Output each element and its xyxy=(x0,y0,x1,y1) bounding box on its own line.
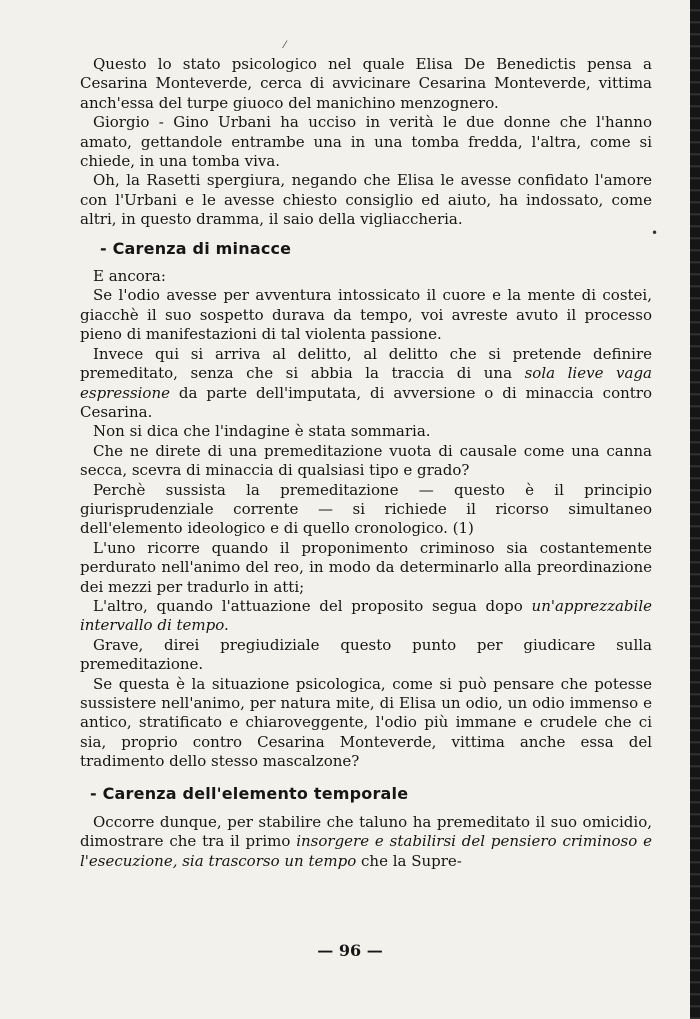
paragraph: Oh, la Rasetti spergiura, negando che Elisa le avesse confidato l'amore con l'Urbani e le avesse chiesto consiglio ed aiuto, ha indossato, come altri, in questo dramma, il saio della vigliaccheria. xyxy=(80,171,652,229)
paragraph xyxy=(80,813,652,871)
paragraph xyxy=(80,597,652,636)
paragraph: Grave, direi pregiudiziale questo punto per giudicare sulla premeditazione. xyxy=(80,635,652,674)
text-run: Invece qui si arriva al delitto, al delitto che si pretende definire premeditato, senza che si abbia la traccia di una xyxy=(80,344,652,383)
paragraph: Che ne direte di una premeditazione vuota di causale come una canna secca, scevra di minaccia di qualsiasi tipo e grado? xyxy=(80,441,652,480)
text-run: che la Supre- xyxy=(356,851,462,870)
paragraph: Perchè sussista la premeditazione — questo è il principio giurisprudenziale corrente — si richiede il ricorso simultaneo dell'elemento ideologico e di quello cronologico. (1) xyxy=(80,480,652,538)
paragraph: Giorgio - Gino Urbani ha ucciso in verità le due donne che l'hanno amato, gettandole entrambe una in una tomba fredda, l'altra, come si chiede, in una tomba viva. xyxy=(80,113,652,171)
text-run: L'altro, quando l'attuazione del proposito segua dopo xyxy=(93,596,532,615)
paragraph: Non si dica che l'indagine è stata sommaria. xyxy=(93,422,431,441)
italic-text: un'apprezzabile intervallo di tempo. xyxy=(80,596,652,635)
scan-speck: ⁄ xyxy=(284,40,286,51)
italic-text: insorgere e stabilirsi del pensiero criminoso e l'esecuzione, sia trascorso un tempo xyxy=(80,832,652,870)
paragraph: Se l'odio avesse per avventura intossicato il cuore e la mente di costei, giacchè il suo sospetto durava da tempo, voi avreste avuto il processo pieno di manifestazioni di tal violenta passione. xyxy=(80,286,652,344)
text-body xyxy=(80,55,652,871)
text-run: da parte dell'imputata, di avversione o di minaccia contro Cesarina. xyxy=(80,383,652,421)
paragraph xyxy=(80,345,652,423)
paragraph: E ancora: xyxy=(93,267,166,286)
section-heading: - Carenza dell'elemento temporale xyxy=(90,783,409,803)
paragraph: L'uno ricorre quando il proponimento criminoso sia costantemente perdurato nell'animo del reo, in modo da determinarlo alla preordinazione dei mezzi per tradurlo in atti; xyxy=(80,538,652,596)
scan-speck: • xyxy=(651,226,659,240)
paragraph: Se questa è la situazione psicologica, come si può pensare che potesse sussistere nell'animo, per natura mite, di Elisa un odio, un odio immenso e antico, stratificato e chiaroveggente, l'odio più immane e crudele che ci sia, proprio contro Cesarina Monteverde, vittima anche essa del tradimento dello stesso mascalzone? xyxy=(80,674,652,771)
paragraph: Questo lo stato psicologico nel quale Elisa De Benedictis pensa a Cesarina Monteverde, cerca di avvicinare Cesarina Monteverde, vittima anch'essa del turpe giuoco del manichino menzognero. xyxy=(80,55,652,112)
page-number: — 96 — xyxy=(317,941,383,960)
text-run: Occorre dunque, per stabilire che taluno ha premeditato il suo omicidio, dimostrare che tra il primo xyxy=(80,813,652,851)
section-heading: - Carenza di minacce xyxy=(100,238,292,258)
scan-binding-edge xyxy=(690,0,700,1019)
italic-text: sola lieve vaga espressione xyxy=(80,364,652,402)
